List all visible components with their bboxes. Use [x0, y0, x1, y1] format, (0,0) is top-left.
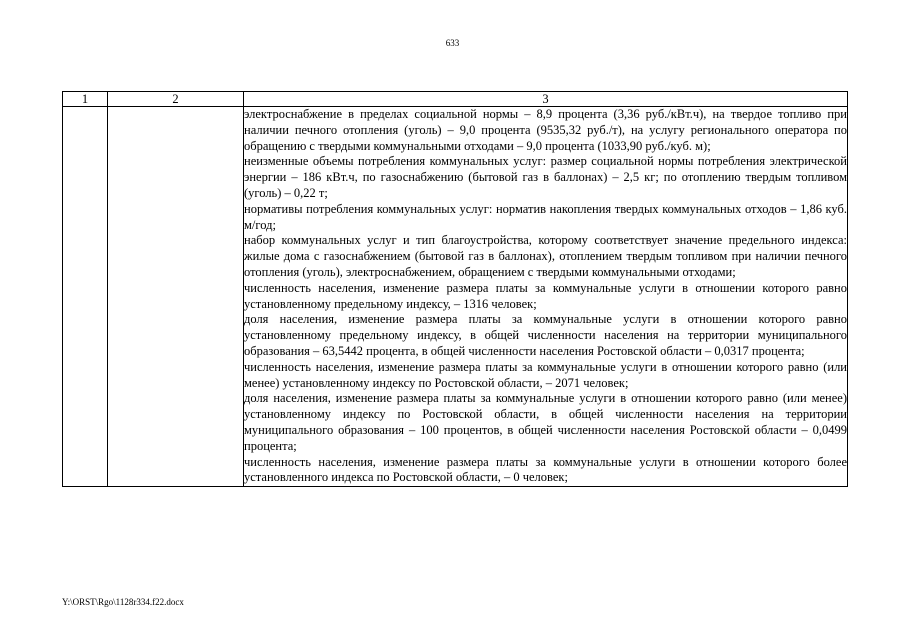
paragraph-population-above: численность населения, изменение размера платы за коммунальные услуги в отношении которого более установленного индекса по Ростовской области, – 0 человек;	[244, 454, 847, 485]
paragraph-share-equal-limit: доля населения, изменение размера платы за коммунальные услуги в отношении которого равно установленному предельному индексу, в общей численности населения на территории муниципального образования – 63,5442 процента, в общей численности населения Ростовской области – 0,0317 процента;	[244, 312, 847, 358]
paragraph-share-equal-or-less: доля населения, изменение размера платы за коммунальные услуги в отношении которого равно (или менее) установленному индексу по Ростовской области, в общей численности населения на территории муниципального образования – 100 процентов, в общей численности населения Ростовской области – 0,0499 процента;	[244, 391, 847, 453]
paragraph-service-set: набор коммунальных услуг и тип благоустройства, которому соответствует значение предельного индекса: жилые дома с газоснабжением (бытовой газ в баллонах), отоплением твердым топливом при наличии печного отопления (уголь), электроснабжением, обращением с твердыми коммунальными отходами;	[244, 233, 847, 279]
cell-column-1	[63, 107, 108, 487]
paragraph-consumption-norms: нормативы потребления коммунальных услуг: норматив накопления твердых коммунальных отходов – 1,86 куб. м/год;	[244, 201, 847, 232]
paragraph-consumption-volumes: неизменные объемы потребления коммунальных услуг: размер социальной нормы потребления электрической энергии – 186 кВт.ч, по газоснабжению (бытовой газ в баллонах) – 2,5 кг; по отоплению твердым топливом (уголь) – 0,22 т;	[244, 154, 847, 200]
column-header-1: 1	[63, 92, 108, 107]
paragraph-tariff-growth: электроснабжение в пределах социальной нормы – 8,9 процента (3,36 руб./кВт.ч), на твердое топливо при наличии печного отопления (уголь) – 9,0 процента (9535,32 руб./т), на услугу регионального оператора по обращению с твердыми коммунальными отходами – 9,0 процента (1033,90 руб./куб. м);	[244, 107, 847, 153]
page-number: 633	[445, 38, 460, 48]
footer-file-path: Y:\ORST\Rgo\1128r334.f22.docx	[62, 597, 184, 607]
paragraph-population-equal-limit: численность населения, изменение размера платы за коммунальные услуги в отношении которого равно установленному предельному индексу, – 1316 человек;	[244, 280, 847, 311]
column-header-3: 3	[244, 92, 848, 107]
document-table	[62, 91, 848, 487]
cell-column-2	[108, 107, 244, 487]
table-row	[63, 107, 848, 487]
table-header-row	[63, 92, 848, 107]
paragraph-population-equal-or-less: численность населения, изменение размера платы за коммунальные услуги в отношении которого равно (или менее) установленному индексу по Ростовской области, – 2071 человек;	[244, 359, 847, 390]
cell-column-3	[244, 107, 848, 487]
column-header-2: 2	[108, 92, 244, 107]
